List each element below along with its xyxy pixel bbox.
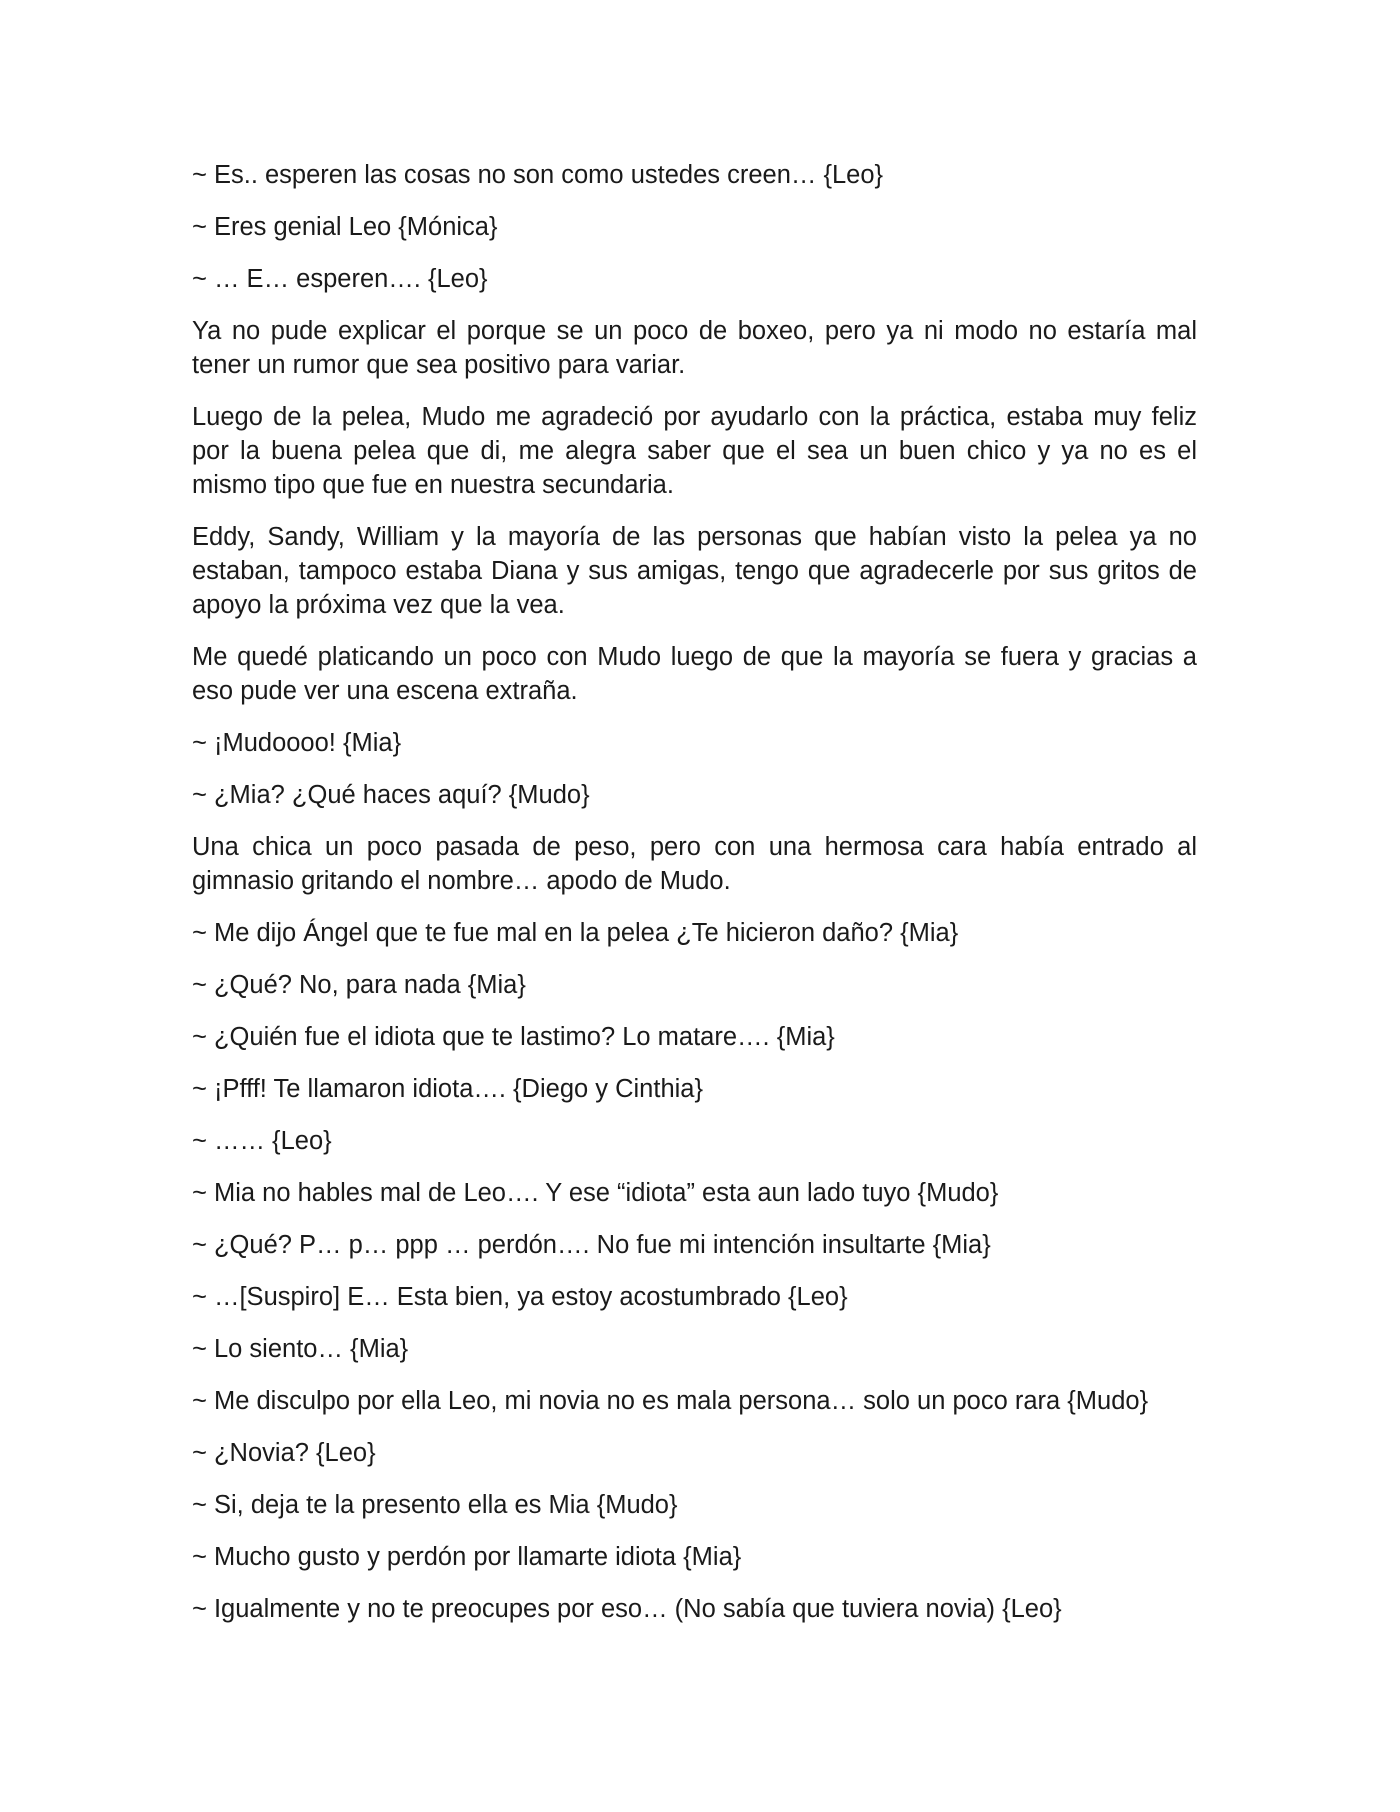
dialogue-line: ~ Mucho gusto y perdón por llamarte idiota {Mia} <box>192 1543 742 1571</box>
dialogue-line: ~ Igualmente y no te preocupes por eso… (No sabía que tuviera novia) {Leo} <box>192 1595 1062 1623</box>
narrative-paragraph: Luego de la pelea, Mudo me agradeció por ayudarlo con la práctica, estaba muy feliz por la buena pelea que di, me alegra saber que el sea un buen chico y ya no es el mismo tipo que fue en nuestra secundaria. <box>192 403 1197 499</box>
dialogue-line: ~ ¡Mudoooo! {Mia} <box>192 729 402 757</box>
dialogue-line: ~ ¿Qué? No, para nada {Mia} <box>192 971 526 999</box>
dialogue-line: ~ …… {Leo} <box>192 1127 332 1155</box>
narrative-paragraph: Una chica un poco pasada de peso, pero con una hermosa cara había entrado al gimnasio gritando el nombre… apodo de Mudo. <box>192 833 1197 895</box>
dialogue-line: ~ Mia no hables mal de Leo…. Y ese “idiota” esta aun lado tuyo {Mudo} <box>192 1179 999 1207</box>
dialogue-line: ~ Eres genial Leo {Mónica} <box>192 213 498 241</box>
narrative-paragraph: Ya no pude explicar el porque se un poco de boxeo, pero ya ni modo no estaría mal tener un rumor que sea positivo para variar. <box>192 317 1197 379</box>
document-page <box>192 158 1197 1644</box>
dialogue-line: ~ ¿Qué? P… p… ppp … perdón…. No fue mi intención insultarte {Mia} <box>192 1231 991 1259</box>
dialogue-line: ~ ¿Mia? ¿Qué haces aquí? {Mudo} <box>192 781 590 809</box>
dialogue-line: ~ ¡Pfff! Te llamaron idiota…. {Diego y Cinthia} <box>192 1075 703 1103</box>
dialogue-line: ~ ¿Quién fue el idiota que te lastimo? Lo matare…. {Mia} <box>192 1023 835 1051</box>
dialogue-line: ~ Me disculpo por ella Leo, mi novia no es mala persona… solo un poco rara {Mudo} <box>192 1387 1149 1415</box>
narrative-paragraph: Me quedé platicando un poco con Mudo luego de que la mayoría se fuera y gracias a eso pude ver una escena extraña. <box>192 643 1197 705</box>
dialogue-line: ~ Me dijo Ángel que te fue mal en la pelea ¿Te hicieron daño? {Mia} <box>192 919 959 947</box>
narrative-paragraph: Eddy, Sandy, William y la mayoría de las personas que habían visto la pelea ya no estaban, tampoco estaba Diana y sus amigas, tengo que agradecerle por sus gritos de apoyo la próxima vez que la vea. <box>192 523 1197 619</box>
dialogue-line: ~ Lo siento… {Mia} <box>192 1335 409 1363</box>
dialogue-line: ~ … E… esperen…. {Leo} <box>192 265 488 293</box>
dialogue-line: ~ Es.. esperen las cosas no son como ustedes creen… {Leo} <box>192 161 884 189</box>
dialogue-line: ~ ¿Novia? {Leo} <box>192 1439 376 1467</box>
dialogue-line: ~ …[Suspiro] E… Esta bien, ya estoy acostumbrado {Leo} <box>192 1283 848 1311</box>
dialogue-line: ~ Si, deja te la presento ella es Mia {Mudo} <box>192 1491 678 1519</box>
